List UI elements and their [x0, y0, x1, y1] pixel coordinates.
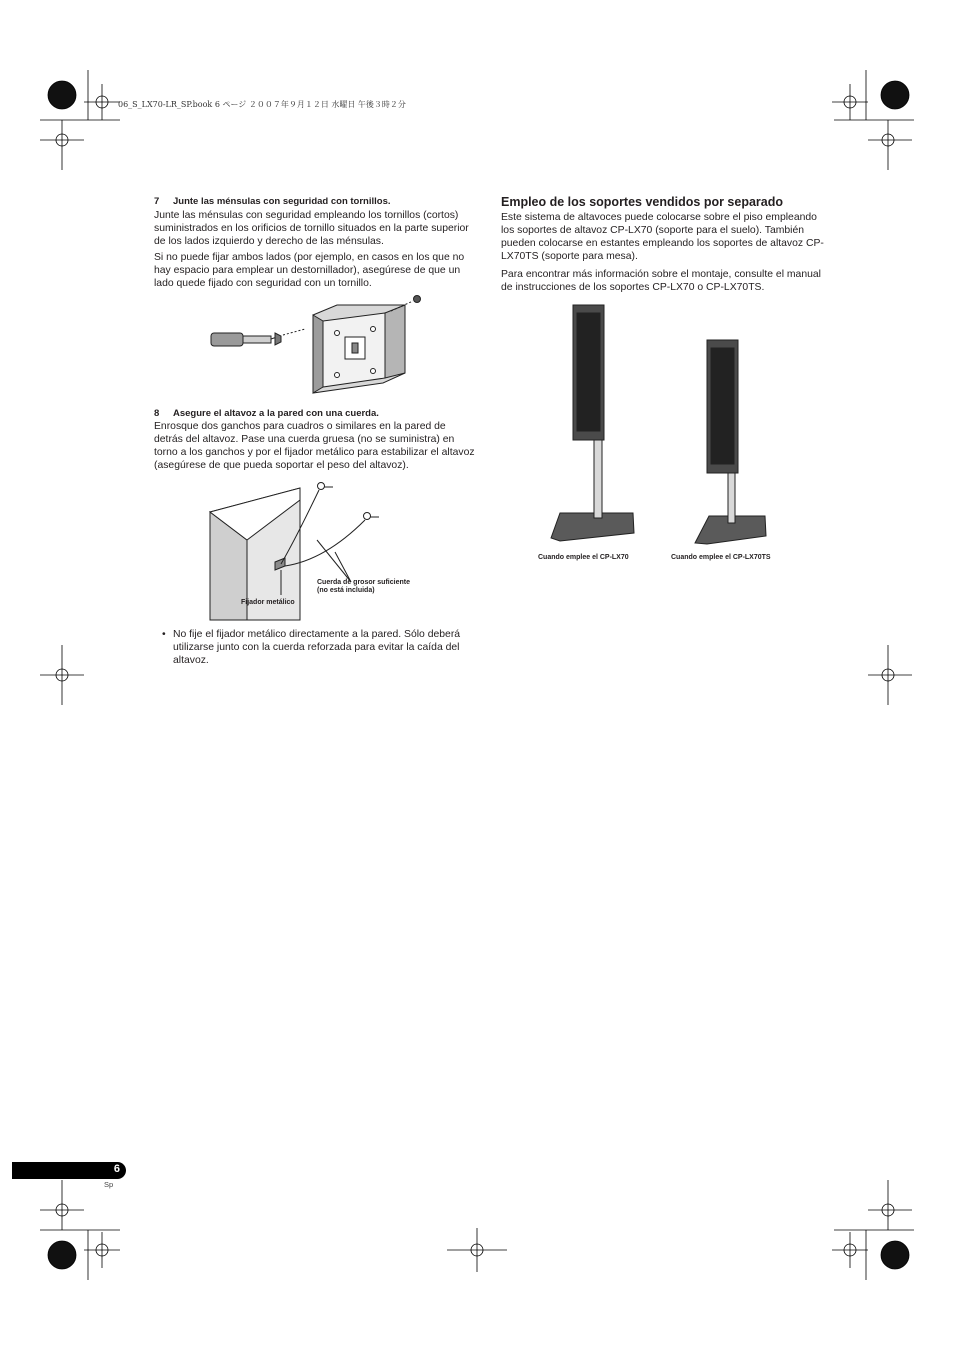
step-8-title-text: Asegure el altavoz a la pared con una cuerda. [173, 408, 379, 419]
page-number: 6 [113, 1163, 120, 1175]
step-8-para-1: Enrosque dos ganchos para cuadros o similares en la pared de detrás del altavoz. Pase una cuerda gruesa (no se suministra) en torno a los ganchos y por el fijador metálico para estabilizar el altavoz (asegúrese de que pueda soportar el peso del altavoz). [154, 421, 475, 471]
step-7-title-text: Junte las ménsulas con seguridad con tornillos. [173, 196, 391, 207]
step-8-title [154, 408, 484, 419]
cord-label [317, 579, 457, 595]
step-7-body [154, 209, 476, 293]
step-8-number: 8 [154, 408, 160, 419]
bullet-marker: • [162, 629, 166, 640]
cord-label-line-1: Cuerda de grosor suficiente [317, 579, 410, 586]
step-8-body [154, 420, 476, 475]
table-stand-illustration [693, 338, 783, 548]
caption-floor-stand: Cuando emplee el CP-LX70 [538, 554, 629, 561]
section-para-1: Este sistema de altavoces puede colocarse sobre el piso empleando los soportes de altavoz CP-LX70 (soporte para el suelo). También pueden colocarse en estantes empleando los soportes de altavoz CP-LX70TS (soporte para mesa). [501, 212, 824, 262]
bracket-screw-illustration [205, 293, 445, 398]
step-7-para-1: Junte las ménsulas con seguridad empleando los tornillos (cortos) suministrados en los orificios de tornillo situados en la parte superior de los lados izquierdo y derecho de las ménsulas. [154, 210, 469, 247]
floor-stand-illustration [548, 303, 648, 543]
bullet-text: No fije el fijador metálico directamente a la pared. Sólo deberá utilizarse junto con la cuerda reforzada para evitar la caída del altavoz. [173, 629, 461, 666]
page-language: Sp [104, 1180, 114, 1189]
section-body [501, 211, 831, 297]
speaker-cord-illustration [205, 480, 405, 620]
step-7-number: 7 [154, 196, 160, 207]
caption-table-stand: Cuando emplee el CP-LX70TS [671, 554, 771, 561]
step-7-para-2: Si no puede fijar ambos lados (por ejemplo, en casos en los que no hay espacio para emplear un destornillador), asegúrese de que un lado quede fijado con seguridad con un tornillo. [154, 252, 465, 289]
step-7-title [154, 196, 484, 207]
book-header-line: 06_S_LX70-LR_SP.book 6 ページ ２００７年９月１２日 水曜日 午後３時２分 [118, 100, 406, 109]
cord-label-line-2: (no está incluida) [317, 587, 375, 594]
fixer-label: Fijador metálico [241, 599, 295, 606]
section-title: Empleo de los soportes vendidos por separado [501, 195, 784, 209]
section-para-2: Para encontrar más información sobre el montaje, consulte el manual de instrucciones de los soportes CP-LX70 o CP-LX70TS. [501, 269, 821, 293]
